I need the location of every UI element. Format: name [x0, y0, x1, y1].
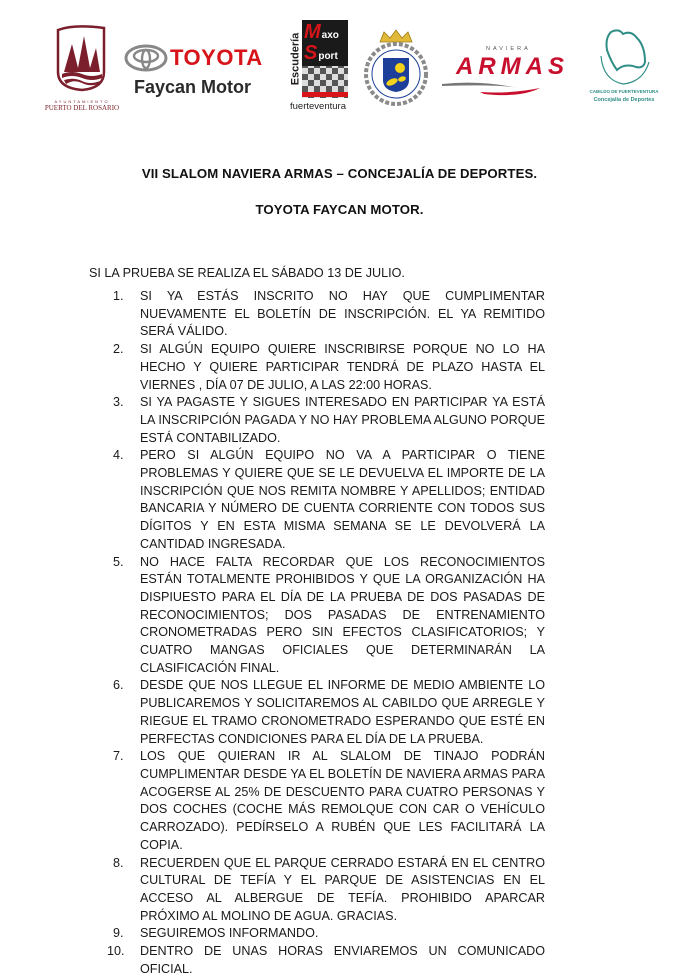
list-item [113, 394, 545, 447]
item-text: SI ALGÚN EQUIPO QUIERE INSCRIBIRSE PORQUE NO LO HA HECHO Y QUIERE PARTICIPAR TENDRÁ DE PLAZO HASTA EL VIERNES , DÍA 07 DE JULIO, A LAS 22:00 HORAS. [140, 342, 545, 392]
maxo-sport-logo [288, 20, 348, 115]
puerto-del-rosario-logo [44, 22, 120, 112]
federacion-badge-icon [362, 28, 430, 108]
maxo-mid-text: port [318, 51, 338, 62]
item-text: DENTRO DE UNAS HORAS ENVIAREMOS UN COMUNICADO OFICIAL. [140, 944, 545, 976]
list-item [107, 943, 545, 978]
maxo-side-text: Escudería [289, 32, 301, 86]
item-number: 9. [113, 926, 124, 941]
item-number: 10. [107, 944, 125, 959]
faycan-motor-text: Faycan Motor [134, 77, 252, 97]
list-item [113, 288, 545, 341]
maxo-top-text: axo [321, 30, 339, 41]
item-text: PERO SI ALGÚN EQUIPO NO VA A PARTICIPAR O TIENE PROBLEMAS Y QUIERE QUE SE LE DEVUELVA EL IMPORTE DE LA INSCRIPCIÓN QUE NOS REMITA NOMBRE Y APELLIDOS; ENTIDAD BANCARIA Y NÚMERO DE CUENTA CORRIENTE CON TODOS SUS DÍGITOS Y EN ESTA MISMA SEMANA SE LE DEVOLVERÁ LA CANTIDAD INGRESADA. [140, 448, 545, 551]
federacion-automovilismo-logo [362, 28, 430, 108]
item-number: 5. [113, 554, 124, 569]
item-text: SEGUIREMOS INFORMANDO. [140, 926, 319, 941]
list-item [113, 341, 545, 394]
cabildo-fuerteventura-logo [588, 26, 660, 104]
item-number: 7. [113, 749, 124, 764]
toyota-emblem-icon [124, 44, 168, 72]
naviera-armas-logo [440, 46, 580, 106]
item-text: LOS QUE QUIERAN IR AL SLALOM DE TINAJO PODRÁN CUMPLIMENTAR DESDE YA EL BOLETÍN DE NAVIERA ARMAS PARA ACOGERSE AL 25% DE DESCUENTO PARA CUATRO PERSONAS Y DOS COCHES (COCHE MÁS REMOLQUE CON CAR O VEHÍCULO CARROZADO). PEDÍRSELO A RUBÉN QUE LES FACILITARÁ LA COPIA. [140, 749, 545, 852]
list-item [113, 554, 545, 678]
checkered-flag [302, 20, 348, 98]
armas-wordmark: ARMAS [456, 53, 569, 80]
naviera-small-text: NAVIERA [486, 46, 531, 52]
item-text: RECUERDEN QUE EL PARQUE CERRADO ESTARÁ EN EL CENTRO CULTURAL DE TEFÍA Y EL PARQUE DE ASISTENCIAS EN EL ACCESO AL ALBERGUE DE TEFÍA. PROHIBIDO APARCAR PRÓXIMO AL MOLINO DE AGUA. GRACIAS. [140, 855, 545, 923]
toyota-wordmark: TOYOTA [170, 45, 263, 70]
maxo-m-letter: M [304, 21, 321, 43]
puerto-logo-bottom-text: PUERTO DEL ROSARIO [44, 104, 120, 112]
item-number: 3. [113, 395, 124, 410]
sponsor-logos [0, 0, 679, 125]
item-number: 8. [113, 855, 124, 870]
cabildo-sub-text: Concejalía de Deportes [593, 97, 655, 103]
toyota-faycan-logo [124, 42, 269, 102]
list-item [113, 748, 545, 854]
maxo-s-letter: S [304, 42, 318, 64]
intro-line: SI LA PRUEBA SE REALIZA EL SÁBADO 13 DE JULIO. [89, 266, 405, 280]
item-text: DESDE QUE NOS LLEGUE EL INFORME DE MEDIO AMBIENTE LO PUBLICAREMOS Y SOLICITAREMOS AL CABILDO QUE ARREGLE Y RIEGUE EL TRAMO CRONOMETRADO ESPERANDO QUE ESTÉ EN PERFECTAS CONDICIONES PARA EL DÍA DE LA PRUEBA. [140, 678, 545, 746]
maxo-bottom-text: fuerteventura [290, 101, 346, 112]
island-outline-icon [593, 26, 655, 88]
item-text: SI YA ESTÁS INSCRITO NO HAY QUE CUMPLIMENTAR NUEVAMENTE EL BOLETÍN DE INSCRIPCIÓN. EL YA REMITIDO SERÁ VÁLIDO. [140, 289, 545, 339]
puerto-logo-top-text: AYUNTAMIENTO [54, 99, 110, 104]
list-item [113, 855, 545, 926]
document-title-line2: TOYOTA FAYCAN MOTOR. [255, 202, 424, 217]
list-item [113, 447, 545, 553]
list-item [113, 925, 545, 943]
wave-swoosh-icon [440, 80, 580, 102]
item-text: NO HACE FALTA RECORDAR QUE LOS RECONOCIMIENTOS ESTÁN TOTALMENTE PROHIBIDOS Y QUE LA ORGANIZACIÓN HA DISPIUESTO PARA EL DÍA DE LA PRUEBA DE DOS PASADAS DE RECONOCIMIENTOS; DOS PASADAS DE ENTRENAMIENTO CRONOMETRADAS PERO SIN EFECTOS CLASIFICATORIOS; Y CUATRO MANGAS OFICIALES QUE DETERMINARÁN LA CLASIFICACIÓN FINAL. [140, 554, 545, 675]
cabildo-ring-text: CABILDO DE FUERTEVENTURA [589, 89, 659, 94]
item-number: 1. [113, 289, 124, 303]
item-number: 4. [113, 448, 124, 463]
document-title-line1: VII SLALOM NAVIERA ARMAS – CONCEJALÍA DE DEPORTES. [141, 166, 538, 181]
instruction-list [107, 288, 545, 978]
item-number: 2. [113, 342, 124, 357]
item-number: 6. [113, 678, 124, 693]
ship-emblem-icon [44, 22, 120, 92]
list-item [113, 677, 545, 748]
item-text: SI YA PAGASTE Y SIGUES INTERESADO EN PARTICIPAR YA ESTÁ LA INSCRIPCIÓN PAGADA Y NO HAY PROBLEMA ALGUNO PORQUE ESTÁ CONTABILIZADO. [140, 395, 545, 445]
